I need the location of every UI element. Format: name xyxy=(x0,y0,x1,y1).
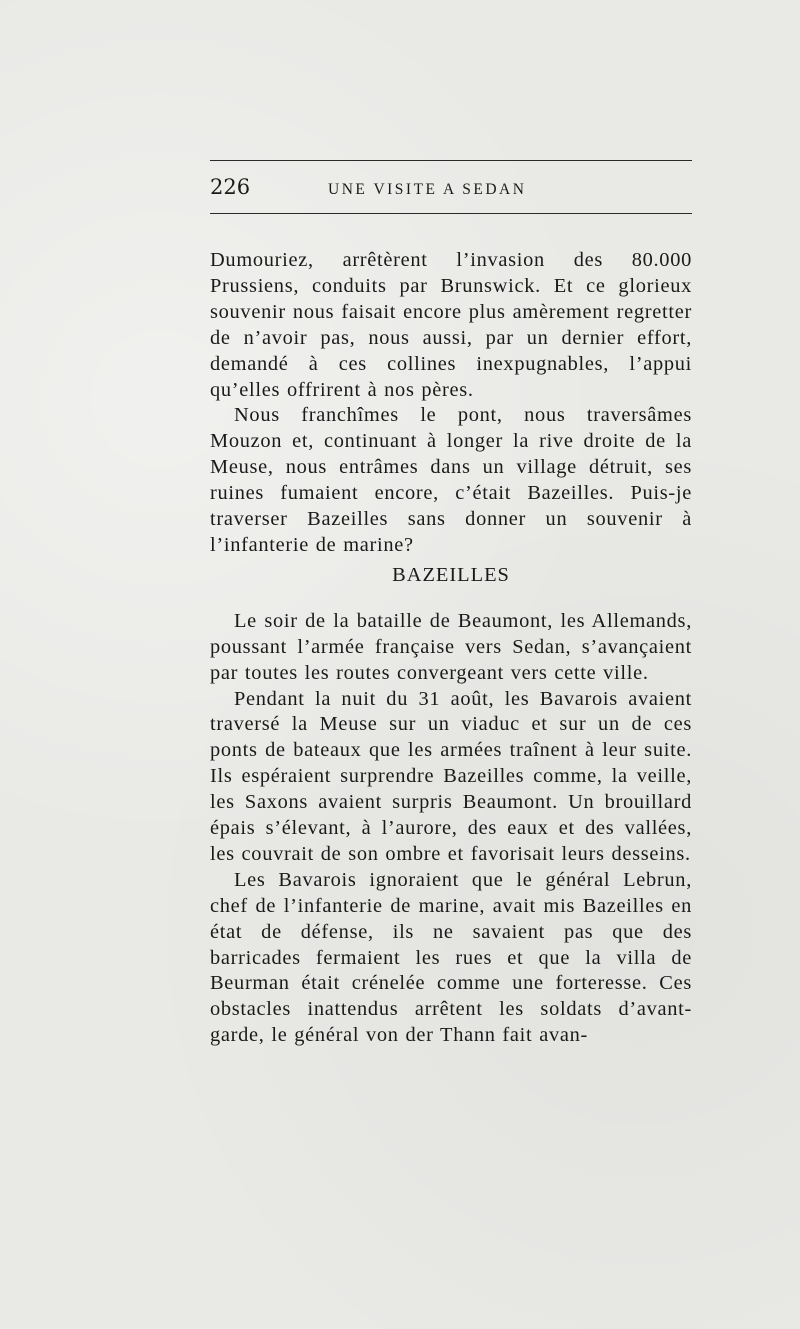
paragraph: Dumouriez, arrêtèrent l’invasion des 80.000 Prussiens, conduits par Brunswick. Et ce glorieux souvenir nous faisait encore plus amèrement regretter de n’avoir pas, nous aussi, par un dernier effort, demandé à ces collines inexpugnables, l’appui qu’elles offrirent à nos pères. xyxy=(210,249,692,401)
paragraph: Nous franchîmes le pont, nous traversâmes Mouzon et, continuant à longer la rive droite de la Meuse, nous entrâmes dans un village détruit, ses ruines fumaient encore, c’était Bazeilles. Puis-je traverser Bazeilles sans donner un souvenir à l’infanterie de marine? xyxy=(210,404,692,556)
running-title: UNE VISITE A SEDAN xyxy=(328,181,527,198)
body-text xyxy=(210,248,692,1049)
running-head xyxy=(210,161,692,213)
book-page xyxy=(210,160,692,1049)
paragraph: Pendant la nuit du 31 août, les Bavarois avaient traversé la Meuse sur un viaduc et sur un de ces ponts de bateaux que les armées traînent à leur suite. Ils espéraient surprendre Bazeilles comme, la veille, les Saxons avaient surpris Beaumont. Un brouillard épais s’élevant, à l’aurore, des eaux et des vallées, les couvrait de son ombre et favorisait leurs desseins. xyxy=(210,687,692,865)
paragraph: Le soir de la bataille de Beaumont, les Allemands, poussant l’armée française vers Sedan, s’avançaient par toutes les routes convergeant vers cette ville. xyxy=(210,609,692,684)
paragraph: Les Bavarois ignoraient que le général Lebrun, chef de l’infanterie de marine, avait mis Bazeilles en état de défense, ils ne savaient pas que des barricades fermaient les rues et que la villa de Beurman était crénelée comme une forteresse. Ces obstacles inattendus arrêtent les soldats d’avant-garde, le général von der Thann fait avan- xyxy=(210,868,692,1047)
section-heading: BAZEILLES xyxy=(392,563,510,586)
page-number: 226 xyxy=(210,175,251,199)
